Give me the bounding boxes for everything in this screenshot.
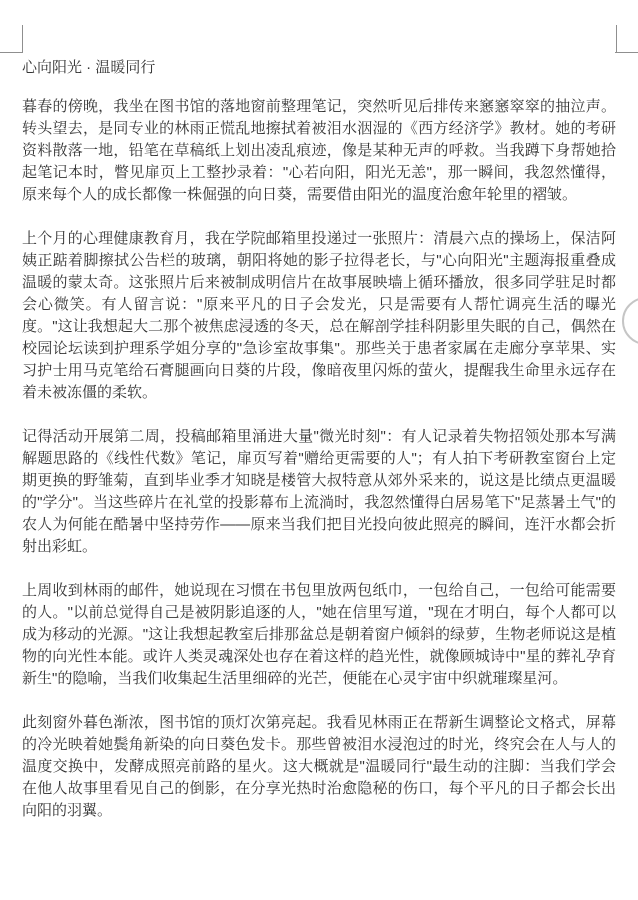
- paragraph-3[interactable]: 记得活动开展第二周，投稿邮箱里涌进大量"微光时刻"：有人记录着失物招领处那本写满解题思路的《线性代数》笔记，扉页写着"赠给更需要的人"；有人拍下考研教室窗台上定期更换的野雏菊，直到毕业季才知晓是楼管大叔特意从郊外采来的，说这是比绩点更温暖的"学分"。当这些碎片在礼堂的投影幕布上流淌时，我忽然懂得白居易笔下"足蒸暑土气"的农人为何能在酷暑中坚持劳作——原来当我们把目光投向彼此照亮的瞬间，连汗水都会折射出彩虹。: [22, 428, 616, 555]
- top-right-crop-mark-horizontal: [615, 52, 638, 53]
- top-left-crop-mark-vertical: [22, 25, 23, 52]
- floating-ball-icon[interactable]: [622, 297, 638, 345]
- paragraph-2[interactable]: 上个月的心理健康教育月，我在学院邮箱里投递过一张照片：清晨六点的操场上，保洁阿姨正踮着脚擦拭公告栏的玻璃，朝阳将她的影子拉得老长，与"心向阳光"主题海报重叠成温暖的蒙太奇。这张照片后来被制成明信片在故事展映墙上循环播放，很多同学驻足时都会心微笑。有人留言说："原来平凡的日子会发光，只是需要有人帮忙调亮生活的曝光度。"这让我想起大二那个被焦虑浸透的冬天，总在解剖学挂科阴影里失眠的自己，偶然在校园论坛读到护理系学姐分享的"急诊室故事集"。那些关于患者家属在走廊分享苹果、实习护士用马克笔给石膏腿画向日葵的片段，像暗夜里闪烁的萤火，提醒我生命里永远存在着未被冻僵的柔软。: [22, 230, 616, 401]
- paragraph-5[interactable]: 此刻窗外暮色渐浓，图书馆的顶灯次第亮起。我看见林雨正在帮新生调整论文格式，屏幕的冷光映着她鬓角新染的向日葵色发卡。那些曾被泪水浸泡过的时光，终究会在人与人的温度交换中，发酵成照亮前路的星火。这大概就是"温暖同行"最生动的注脚：当我们学会在他人故事里看见自己的倒影，在分享光热时治愈隐秘的伤口，每个平凡的日子都会长出向阳的羽翼。: [22, 714, 616, 819]
- paragraph-4[interactable]: 上周收到林雨的邮件，她说现在习惯在书包里放两包纸巾，一包给自己，一包给可能需要的人。"以前总觉得自己是被阴影追逐的人，"她在信里写道，"现在才明白，每个人都可以成为移动的光源。"这让我想起教室后排那盆总是朝着窗户倾斜的绿萝，生物老师说这是植物的向光性本能。或许人类灵魂深处也存在着这样的趋光性，就像顾城诗中"星的葬礼孕育新生"的隐喻，当我们收集起生活里细碎的光芒，便能在心灵宇宙中织就璀璨星河。: [22, 582, 616, 687]
- top-right-crop-mark-vertical: [616, 25, 617, 52]
- paragraph-1[interactable]: 暮春的傍晚，我坐在图书馆的落地窗前整理笔记，突然听见后排传来窸窸窣窣的抽泣声。转头望去，是同专业的林雨正慌乱地擦拭着被泪水洇湿的《西方经济学》教材。她的考研资料散落一地，铅笔在草稿纸上划出凌乱痕迹，像是某种无声的呼救。当我蹲下身帮她拾起笔记本时，瞥见扉页上工整抄录着："心若向阳，阳光无恙"，那一瞬间，我忽然懂得，原来每个人的成长都像一株倔强的向日葵，需要借由阳光的温度治愈年轮里的褶皱。: [22, 98, 616, 203]
- top-left-crop-mark-horizontal: [0, 52, 23, 53]
- document-title[interactable]: 心向阳光 · 温暖同行: [22, 59, 156, 76]
- document-content[interactable]: [22, 57, 616, 822]
